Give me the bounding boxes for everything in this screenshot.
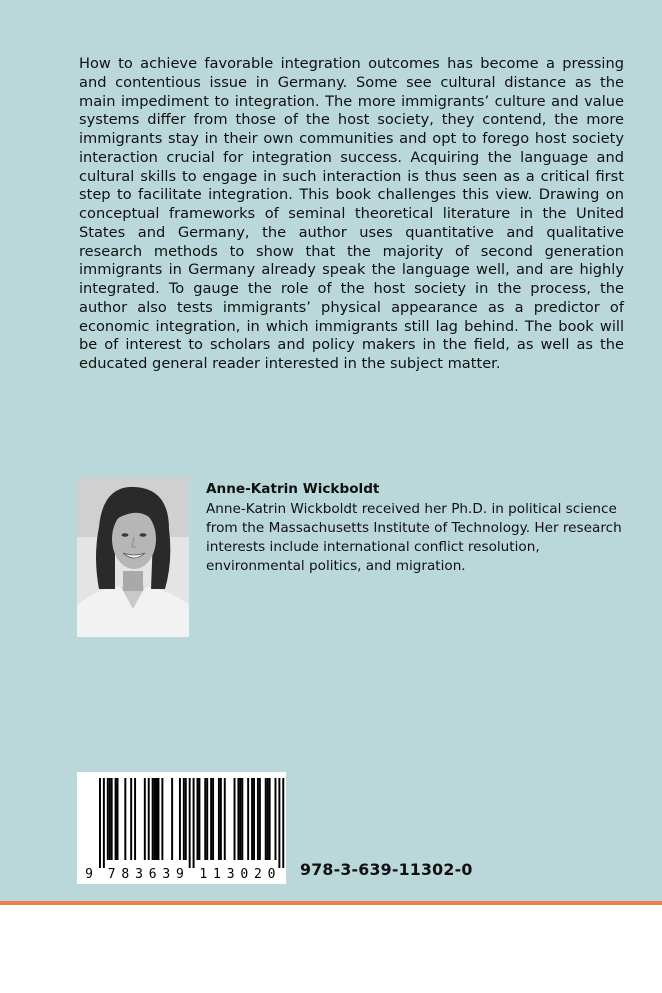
barcode-bar xyxy=(130,778,132,860)
barcode-bar xyxy=(253,778,255,860)
barcode-bar xyxy=(197,778,199,860)
barcode-bar xyxy=(103,778,105,868)
barcode-bar xyxy=(210,778,212,860)
barcode-bar xyxy=(237,778,239,860)
author-portrait-image xyxy=(77,477,189,637)
barcode-bar xyxy=(158,778,160,860)
isbn-number: 978-3-639-11302-0 xyxy=(300,860,473,879)
barcode-digit: 1 xyxy=(213,867,221,882)
barcode-bar xyxy=(259,778,261,860)
barcode-bar xyxy=(134,778,136,860)
barcode-bar xyxy=(179,778,181,860)
barcode-bar xyxy=(189,778,191,868)
barcode-bar xyxy=(218,778,220,860)
barcode-graphic xyxy=(77,772,286,884)
author-bio-line: interests include international conflict resolution, xyxy=(206,539,540,555)
barcode-bar xyxy=(234,778,236,860)
barcode-bar xyxy=(265,778,267,860)
barcode-bar xyxy=(257,778,259,860)
barcode-digit: 8 xyxy=(121,867,130,882)
barcode-digit: 3 xyxy=(226,867,235,882)
barcode-digit: 2 xyxy=(254,867,262,882)
author-bio-line: from the Massachusetts Institute of Technology. Her research xyxy=(206,520,622,536)
barcode-bar xyxy=(241,778,243,860)
barcode-digit: 9 xyxy=(85,867,93,882)
barcode-digit: 3 xyxy=(162,867,171,882)
barcode-bar xyxy=(247,778,249,860)
author-photo xyxy=(77,477,189,637)
barcode-bar xyxy=(117,778,119,860)
barcode-digit: 7 xyxy=(107,867,116,882)
barcode-digit: 0 xyxy=(240,867,249,882)
barcode-bar xyxy=(251,778,253,860)
book-description: How to achieve favorable integration outcomes has become a pressing and contentious issue in Germany. Some see cultural distance as the main impediment to integration. The more immigrants’ culture and value systems differ from those of the host society, they contend, the more immigrants stay in their own communities and opt to forego host society interaction crucial for integration success. Acquiring the language and cultural skills to engage in such interaction is thus seen as a critical first step to facilitate integration. This book challenges this view. Drawing on conceptual frameworks of seminal theoretical literature in the United States and Germany, the author uses quantitative and qualitative research methods to show that the majority of second generation immigrants in Germany already speak the language well, and are highly integrated. To gauge the role of the host society in the process, the author also tests immigrants’ physical appearance as a predictor of economic integration, in which immigrants still lag behind. The book will be of interest to scholars and policy makers in the field, as well as the educated general reader interested in the subject matter. xyxy=(79,55,624,372)
barcode-bar xyxy=(156,778,158,860)
barcode-bar xyxy=(185,778,187,860)
barcode-bar xyxy=(107,778,109,860)
barcode-bar xyxy=(204,778,206,860)
barcode-bar xyxy=(267,778,269,860)
barcode-bar xyxy=(198,778,200,860)
barcode-bar xyxy=(269,778,271,860)
author-name: Anne-Katrin Wickboldt xyxy=(206,481,380,497)
barcode-bar xyxy=(154,778,156,860)
barcode-bar xyxy=(220,778,222,860)
barcode-digit: 6 xyxy=(148,867,157,882)
barcode-bar xyxy=(148,778,150,860)
barcode-digit: 1 xyxy=(199,867,208,882)
barcode-digit: 3 xyxy=(135,867,143,882)
barcode-bar xyxy=(115,778,117,860)
accent-divider xyxy=(0,901,662,905)
barcode-bar xyxy=(161,778,163,860)
barcode-digit: 9 xyxy=(176,867,184,882)
barcode-bar xyxy=(152,778,154,860)
barcode xyxy=(77,772,286,884)
barcode-bar xyxy=(183,778,185,860)
barcode-bar xyxy=(282,778,284,868)
barcode-bar xyxy=(239,778,241,860)
barcode-bar xyxy=(171,778,173,860)
barcode-bar xyxy=(275,778,277,860)
barcode-bar xyxy=(212,778,214,860)
author-bio-line: Anne-Katrin Wickboldt received her Ph.D. in political science xyxy=(206,501,617,517)
barcode-bar xyxy=(99,778,101,868)
barcode-bar xyxy=(193,778,195,868)
barcode-digit: 0 xyxy=(267,867,276,882)
barcode-bar xyxy=(206,778,208,860)
barcode-bar xyxy=(109,778,111,860)
author-bio xyxy=(206,500,636,576)
barcode-bar xyxy=(224,778,226,860)
author-bio-line: environmental politics, and migration. xyxy=(206,558,466,574)
barcode-bar xyxy=(111,778,113,860)
barcode-bar xyxy=(124,778,126,860)
barcode-bar xyxy=(144,778,146,860)
barcode-bar xyxy=(278,778,280,868)
